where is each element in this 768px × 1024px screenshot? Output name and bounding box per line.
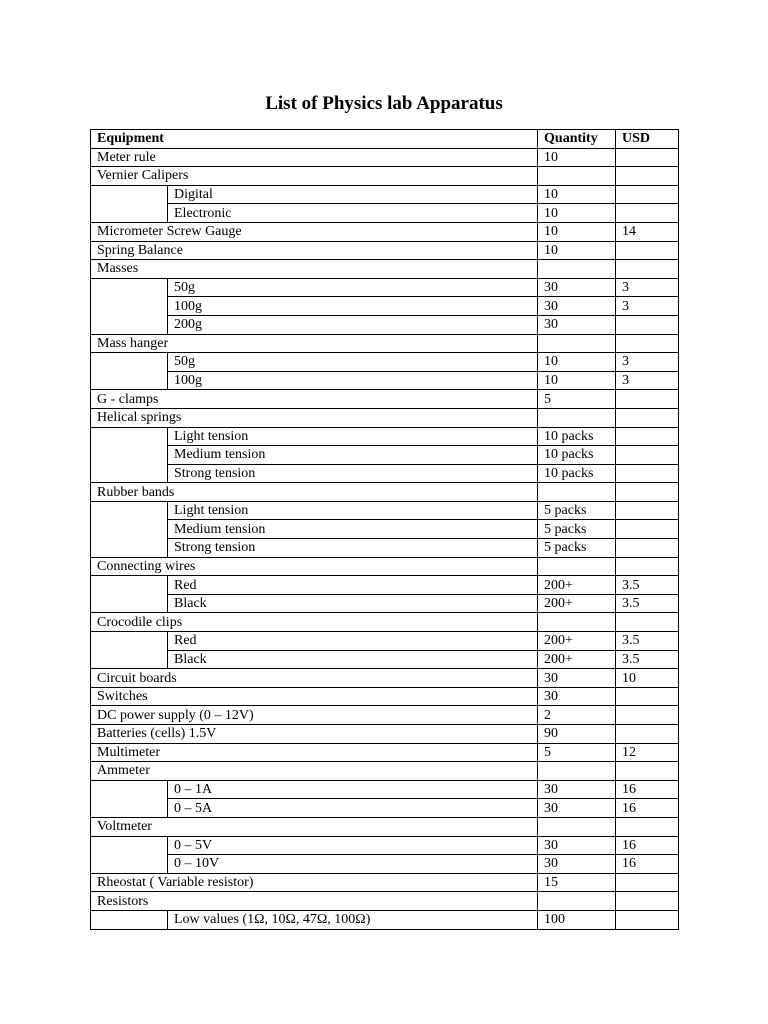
table-row (91, 408, 679, 427)
table-row (91, 241, 679, 260)
usd-cell: 3.5 (616, 594, 679, 613)
quantity-cell: 200+ (538, 650, 616, 669)
usd-cell: 3.5 (616, 650, 679, 669)
table-subrow (91, 576, 679, 595)
usd-cell (616, 892, 679, 911)
usd-cell (616, 167, 679, 186)
sub-item-name: 0 – 10V (168, 855, 538, 874)
usd-cell (616, 334, 679, 353)
table-header-row (91, 130, 679, 149)
sub-item-name: 0 – 5A (168, 799, 538, 818)
quantity-cell: 10 (538, 148, 616, 167)
usd-cell (616, 464, 679, 483)
header-equipment: Equipment (91, 130, 538, 149)
usd-cell (616, 706, 679, 725)
usd-cell (616, 613, 679, 632)
table-row (91, 892, 679, 911)
usd-cell: 3.5 (616, 632, 679, 651)
equipment-name: Mass hanger (91, 334, 538, 353)
sub-item-name: 0 – 1A (168, 780, 538, 799)
quantity-cell: 30 (538, 855, 616, 874)
usd-cell (616, 539, 679, 558)
usd-cell (616, 315, 679, 334)
quantity-cell: 2 (538, 706, 616, 725)
sub-item-name: Red (168, 576, 538, 595)
equipment-name: Vernier Calipers (91, 167, 538, 186)
sub-item-name: 200g (168, 315, 538, 334)
usd-cell (616, 446, 679, 465)
usd-cell: 14 (616, 222, 679, 241)
indent-cell (91, 576, 168, 613)
usd-cell: 3 (616, 371, 679, 390)
table-subrow (91, 353, 679, 372)
usd-cell: 10 (616, 669, 679, 688)
table-row (91, 557, 679, 576)
usd-cell: 16 (616, 799, 679, 818)
quantity-cell (538, 167, 616, 186)
usd-cell (616, 520, 679, 539)
quantity-cell: 90 (538, 725, 616, 744)
quantity-cell: 10 (538, 204, 616, 223)
table-subrow (91, 446, 679, 465)
quantity-cell: 100 (538, 910, 616, 929)
usd-cell (616, 483, 679, 502)
usd-cell (616, 260, 679, 279)
quantity-cell (538, 557, 616, 576)
table-subrow (91, 464, 679, 483)
quantity-cell (538, 817, 616, 836)
quantity-cell (538, 762, 616, 781)
sub-item-name: Low values (1Ω, 10Ω, 47Ω, 100Ω) (168, 910, 538, 929)
header-usd: USD (616, 130, 679, 149)
quantity-cell: 5 (538, 743, 616, 762)
table-subrow (91, 371, 679, 390)
table-row (91, 222, 679, 241)
sub-item-name: 100g (168, 297, 538, 316)
sub-item-name: Digital (168, 185, 538, 204)
usd-cell (616, 501, 679, 520)
sub-item-name: Medium tension (168, 446, 538, 465)
table-row (91, 483, 679, 502)
table-subrow (91, 780, 679, 799)
quantity-cell: 30 (538, 780, 616, 799)
table-subrow (91, 632, 679, 651)
table-row (91, 260, 679, 279)
quantity-cell: 15 (538, 873, 616, 892)
usd-cell: 16 (616, 855, 679, 874)
quantity-cell: 30 (538, 297, 616, 316)
equipment-name: Connecting wires (91, 557, 538, 576)
usd-cell: 16 (616, 836, 679, 855)
quantity-cell: 30 (538, 799, 616, 818)
equipment-name: Voltmeter (91, 817, 538, 836)
header-quantity: Quantity (538, 130, 616, 149)
table-row (91, 148, 679, 167)
table-subrow (91, 910, 679, 929)
usd-cell (616, 910, 679, 929)
usd-cell (616, 687, 679, 706)
sub-item-name: 0 – 5V (168, 836, 538, 855)
equipment-name: Switches (91, 687, 538, 706)
usd-cell (616, 725, 679, 744)
quantity-cell: 5 (538, 390, 616, 409)
quantity-cell: 10 (538, 241, 616, 260)
usd-cell: 3.5 (616, 576, 679, 595)
quantity-cell (538, 892, 616, 911)
table-subrow (91, 594, 679, 613)
quantity-cell: 30 (538, 687, 616, 706)
table-subrow (91, 520, 679, 539)
quantity-cell: 30 (538, 669, 616, 688)
table-subrow (91, 855, 679, 874)
sub-item-name: Medium tension (168, 520, 538, 539)
equipment-name: Multimeter (91, 743, 538, 762)
equipment-name: Masses (91, 260, 538, 279)
table-subrow (91, 501, 679, 520)
usd-cell (616, 427, 679, 446)
equipment-name: Circuit boards (91, 669, 538, 688)
table-row (91, 613, 679, 632)
quantity-cell: 30 (538, 315, 616, 334)
usd-cell (616, 762, 679, 781)
table-row (91, 334, 679, 353)
indent-cell (91, 910, 168, 929)
table-subrow (91, 297, 679, 316)
indent-cell (91, 501, 168, 557)
sub-item-name: Electronic (168, 204, 538, 223)
page-title: List of Physics lab Apparatus (265, 93, 503, 114)
equipment-name: Meter rule (91, 148, 538, 167)
equipment-name: Resistors (91, 892, 538, 911)
usd-cell: 12 (616, 743, 679, 762)
sub-item-name: 50g (168, 353, 538, 372)
quantity-cell: 30 (538, 278, 616, 297)
usd-cell: 3 (616, 353, 679, 372)
sub-item-name: Light tension (168, 427, 538, 446)
quantity-cell (538, 334, 616, 353)
quantity-cell: 10 packs (538, 464, 616, 483)
sub-item-name: Light tension (168, 501, 538, 520)
table-row (91, 687, 679, 706)
equipment-name: Crocodile clips (91, 613, 538, 632)
indent-cell (91, 427, 168, 483)
usd-cell (616, 241, 679, 260)
table-row (91, 762, 679, 781)
usd-cell (616, 390, 679, 409)
table-body (91, 148, 679, 929)
equipment-name: Batteries (cells) 1.5V (91, 725, 538, 744)
quantity-cell (538, 408, 616, 427)
usd-cell (616, 557, 679, 576)
indent-cell (91, 278, 168, 334)
quantity-cell: 5 packs (538, 501, 616, 520)
equipment-name: Rubber bands (91, 483, 538, 502)
quantity-cell: 200+ (538, 576, 616, 595)
indent-cell (91, 185, 168, 222)
table-subrow (91, 315, 679, 334)
table-subrow (91, 836, 679, 855)
table-subrow (91, 278, 679, 297)
quantity-cell: 10 (538, 353, 616, 372)
quantity-cell: 5 packs (538, 539, 616, 558)
quantity-cell (538, 260, 616, 279)
indent-cell (91, 780, 168, 817)
quantity-cell: 10 packs (538, 446, 616, 465)
quantity-cell: 10 (538, 222, 616, 241)
sub-item-name: Black (168, 650, 538, 669)
sub-item-name: Strong tension (168, 464, 538, 483)
equipment-name: G - clamps (91, 390, 538, 409)
table-row (91, 743, 679, 762)
quantity-cell: 10 packs (538, 427, 616, 446)
equipment-name: DC power supply (0 – 12V) (91, 706, 538, 725)
usd-cell (616, 817, 679, 836)
sub-item-name: 100g (168, 371, 538, 390)
table-row (91, 817, 679, 836)
quantity-cell (538, 613, 616, 632)
usd-cell (616, 185, 679, 204)
equipment-name: Helical springs (91, 408, 538, 427)
equipment-name: Spring Balance (91, 241, 538, 260)
table-subrow (91, 799, 679, 818)
sub-item-name: Black (168, 594, 538, 613)
table-row (91, 725, 679, 744)
quantity-cell: 200+ (538, 632, 616, 651)
usd-cell (616, 204, 679, 223)
table-row (91, 669, 679, 688)
table-subrow (91, 427, 679, 446)
quantity-cell: 10 (538, 371, 616, 390)
table-row (91, 706, 679, 725)
usd-cell (616, 408, 679, 427)
quantity-cell: 5 packs (538, 520, 616, 539)
usd-cell: 3 (616, 278, 679, 297)
usd-cell (616, 873, 679, 892)
usd-cell: 16 (616, 780, 679, 799)
sub-item-name: Red (168, 632, 538, 651)
equipment-name: Micrometer Screw Gauge (91, 222, 538, 241)
indent-cell (91, 632, 168, 669)
table-row (91, 167, 679, 186)
indent-cell (91, 353, 168, 390)
table-subrow (91, 539, 679, 558)
table-row (91, 390, 679, 409)
sub-item-name: Strong tension (168, 539, 538, 558)
indent-cell (91, 836, 168, 873)
table-subrow (91, 204, 679, 223)
table-subrow (91, 650, 679, 669)
usd-cell: 3 (616, 297, 679, 316)
quantity-cell: 10 (538, 185, 616, 204)
equipment-name: Ammeter (91, 762, 538, 781)
quantity-cell (538, 483, 616, 502)
sub-item-name: 50g (168, 278, 538, 297)
quantity-cell: 30 (538, 836, 616, 855)
equipment-name: Rheostat ( Variable resistor) (91, 873, 538, 892)
table-row (91, 873, 679, 892)
quantity-cell: 200+ (538, 594, 616, 613)
table-subrow (91, 185, 679, 204)
apparatus-table (90, 129, 679, 930)
usd-cell (616, 148, 679, 167)
